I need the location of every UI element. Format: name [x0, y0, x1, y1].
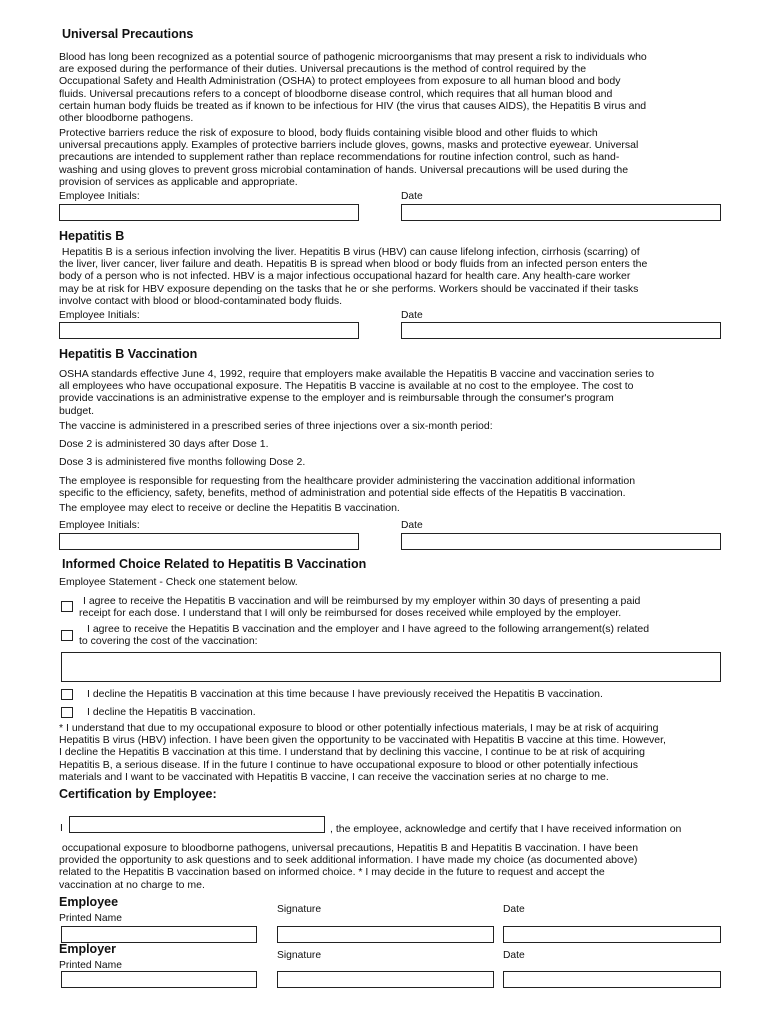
employer-date-field[interactable]: [503, 971, 721, 988]
vaccination-paragraph-5: [59, 475, 635, 499]
option-4-text: I decline the Hepatitis B vaccination.: [87, 706, 256, 718]
text-line: Hepatitis B is a serious infection involving the liver. Hepatitis B virus (HBV) can cause lifelong infection, cirrhosis (scarring) of: [59, 246, 640, 258]
vaccination-paragraph-1: [59, 368, 654, 417]
certification-body: [59, 842, 638, 891]
vaccination-paragraph-6: The employee may elect to receive or decline the Hepatitis B vaccination.: [59, 502, 400, 514]
hbv-date-field[interactable]: [401, 533, 721, 550]
section-heading-hepatitis-b-vaccination: Hepatitis B Vaccination: [59, 347, 198, 361]
text-line: receipt for each dose. I understand that I will only be reimbursed for doses received while employed by the employer.: [79, 607, 622, 620]
employee-date-label: Date: [503, 904, 525, 915]
text-line: OSHA standards effective June 4, 1992, require that employers make available the Hepatitis B vaccine and vaccination series to: [59, 368, 655, 380]
up-employee-initials-field[interactable]: [59, 204, 359, 221]
employer-signature-label: Signature: [277, 950, 322, 961]
text-line: may be at risk for HBV exposure depending on the tasks that he or she performs. Workers should be vaccinated if their tasks: [59, 282, 639, 295]
certification-acknowledgement: , the employee, acknowledge and certify that I have received information on: [330, 823, 682, 835]
text-line: provide vaccinations is an administrative expense to the employer and is reimbursable through the consumer's program: [59, 392, 614, 405]
section-heading-universal-precautions: Universal Precautions: [62, 27, 194, 41]
text-line: Hepatitis B, a serious disease. If in the future I continue to have occupational exposure to blood or other potentially infectious: [59, 758, 639, 771]
universal-precautions-paragraph-2: [59, 127, 638, 188]
option-2-checkbox[interactable]: [61, 630, 73, 641]
text-line: related to the Hepatitis B vaccination based on informed choice. * I may decide in the future to request and accept the: [59, 866, 605, 879]
employee-initials-label: Employee Initials:: [59, 310, 140, 321]
text-line: budget.: [59, 404, 95, 417]
option-4-checkbox[interactable]: [61, 707, 73, 718]
text-line: fluids. Universal precautions refers to a concept of bloodborne disease control, which requires that all human blood and: [59, 87, 613, 100]
hepatitis-b-paragraph: [59, 246, 647, 307]
date-label: Date: [401, 310, 423, 321]
text-line: I decline the Hepatitis B vaccination at this time. I understand that by declining this vaccine, I continue to be at risk of acquiring: [59, 746, 645, 759]
employee-date-field[interactable]: [503, 926, 721, 943]
certification-i-label: I: [60, 822, 63, 834]
date-label: Date: [401, 191, 423, 202]
option-3-checkbox[interactable]: [61, 689, 73, 700]
universal-precautions-paragraph-1: [59, 51, 647, 124]
text-line: Protective barriers reduce the risk of exposure to blood, body fluids containing visible blood and other fluids to which: [59, 127, 598, 139]
text-line: The employee is responsible for requesting from the healthcare provider administering the vaccination additional information: [59, 475, 636, 487]
employer-signature-field[interactable]: [277, 971, 494, 988]
section-heading-informed-choice: Informed Choice Related to Hepatitis B Vaccination: [62, 557, 367, 571]
employee-heading: Employee: [59, 895, 119, 909]
text-line: universal precautions apply. Examples of protective barriers include gloves, gowns, masks and protective eyewear. Universal: [59, 139, 639, 152]
text-line: specific to the efficiency, safety, benefits, method of administration and potential side effects of the Hepatitis B vaccination.: [59, 487, 626, 500]
date-label: Date: [401, 520, 423, 531]
dose-3-text: Dose 3 is administered five months following Dose 2.: [59, 456, 306, 468]
text-line: Occupational Safety and Health Administration (OSHA) to protect employees from exposure to all human blood and body: [59, 75, 621, 88]
text-line: provided the opportunity to ask questions and to seek additional information. I have made my choice (as documented above): [59, 854, 638, 867]
employer-printed-name-field[interactable]: [61, 971, 257, 988]
text-line: provision of services as applicable and appropriate.: [59, 175, 298, 188]
employee-printed-name-field[interactable]: [61, 926, 257, 943]
employee-initials-label: Employee Initials:: [59, 191, 140, 202]
text-line: materials and I want to be vaccinated with Hepatitis B vaccine, I can receive the vaccination series at no charge to me.: [59, 770, 609, 783]
text-line: to covering the cost of the vaccination:: [79, 635, 258, 648]
option-2-text: [79, 623, 649, 647]
text-line: are exposed during the performance of their duties. Universal precautions is the method of control required by the: [59, 63, 587, 76]
vaccination-paragraph-2: The vaccine is administered in a prescribed series of three injections over a six-month period:: [59, 420, 493, 432]
employer-heading: Employer: [59, 942, 116, 956]
employer-date-label: Date: [503, 950, 525, 961]
section-heading-certification: Certification by Employee:: [59, 787, 217, 801]
up-date-field[interactable]: [401, 204, 721, 221]
employee-signature-field[interactable]: [277, 926, 494, 943]
section-heading-hepatitis-b: Hepatitis B: [59, 229, 125, 243]
text-line: all employees who have occupational exposure. The Hepatitis B vaccine is available at no cost to the employee. The cost to: [59, 380, 634, 393]
text-line: the liver, liver cancer, liver failure and death. Hepatitis B is spread when blood or body fluids from an infected person enters the: [59, 258, 648, 271]
text-line: other bloodborne pathogens.: [59, 112, 194, 125]
text-line: I agree to receive the Hepatitis B vaccination and will be reimbursed by my employer within 30 days of presenting a paid: [83, 595, 641, 607]
text-line: body of a person who is not infected. HBV is a major infectious occupational hazard for health care. Any health-care worker: [59, 270, 631, 283]
text-line: Hepatitis B virus (HBV) infection. I have been given the opportunity to be vaccinated with Hepatitis B vaccine at this time. However,: [59, 734, 666, 747]
text-line: certain human body fluids be treated as if known to be infectious for HIV (the virus that causes AIDS), the Hepatitis B virus and: [59, 99, 647, 112]
hbv-employee-initials-field[interactable]: [59, 533, 359, 550]
employee-statement-instruction: Employee Statement - Check one statement below.: [59, 576, 298, 588]
cost-arrangement-field[interactable]: [61, 652, 721, 682]
employee-signature-label: Signature: [277, 904, 322, 915]
text-line: involve contact with blood or blood-contaminated body fluids.: [59, 294, 343, 307]
text-line: * I understand that due to my occupational exposure to blood or other potentially infectious materials, I may be at risk of acquiring: [59, 722, 659, 734]
option-1-text: [79, 595, 640, 619]
option-3-text: I decline the Hepatitis B vaccination at this time because I have previously received the Hepatitis B vaccination.: [87, 688, 603, 700]
employee-initials-label: Employee Initials:: [59, 520, 140, 531]
text-line: I agree to receive the Hepatitis B vaccination and the employer and I have agreed to the following arrangement(s) related: [87, 623, 650, 635]
hb-employee-initials-field[interactable]: [59, 322, 359, 339]
employer-printed-name-label: Printed Name: [59, 960, 122, 971]
hb-date-field[interactable]: [401, 322, 721, 339]
text-line: washing and using gloves to prevent gross microbial contamination of hands. Universal precautions will be used during the: [59, 163, 629, 176]
certification-name-field[interactable]: [69, 816, 325, 833]
text-line: precautions are intended to supplement rather than replace recommendations for routine infection control, such as hand-: [59, 151, 620, 164]
text-line: occupational exposure to bloodborne pathogens, universal precautions, Hepatitis B and Hepatitis B vaccination. I have been: [59, 842, 639, 854]
dose-2-text: Dose 2 is administered 30 days after Dose 1.: [59, 438, 269, 450]
declination-note: [59, 722, 666, 783]
text-line: Blood has long been recognized as a potential source of pathogenic microorganisms that may present a risk to individuals who: [59, 51, 647, 63]
employee-printed-name-label: Printed Name: [59, 913, 122, 924]
text-line: vaccination at no charge to me.: [59, 878, 205, 891]
option-1-checkbox[interactable]: [61, 601, 73, 612]
